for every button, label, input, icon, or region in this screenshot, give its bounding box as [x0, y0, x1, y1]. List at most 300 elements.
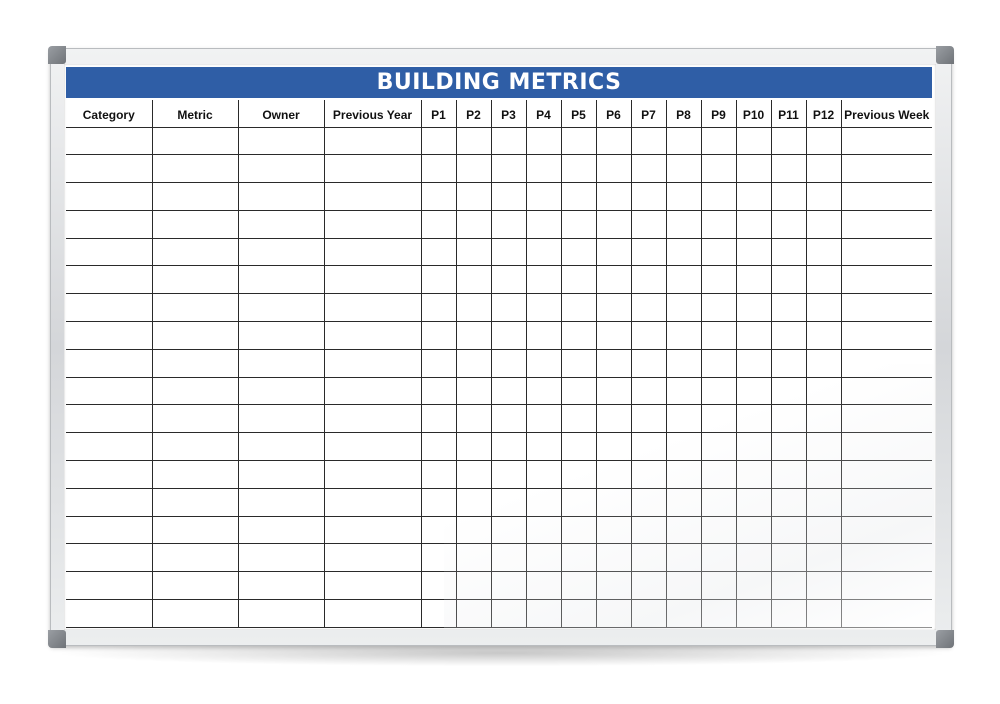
grid-cell[interactable] — [324, 572, 421, 600]
grid-cell[interactable] — [701, 155, 736, 183]
grid-cell[interactable] — [324, 183, 421, 211]
grid-cell[interactable] — [771, 405, 806, 433]
grid-cell[interactable] — [771, 127, 806, 155]
grid-cell[interactable] — [841, 155, 932, 183]
grid-cell[interactable] — [421, 349, 456, 377]
grid-cell[interactable] — [66, 600, 152, 628]
grid-cell[interactable] — [561, 294, 596, 322]
grid-cell[interactable] — [771, 488, 806, 516]
grid-cell[interactable] — [596, 572, 631, 600]
grid-cell[interactable] — [526, 488, 561, 516]
grid-cell[interactable] — [526, 461, 561, 489]
grid-cell[interactable] — [66, 183, 152, 211]
grid-cell[interactable] — [841, 266, 932, 294]
grid-cell[interactable] — [771, 461, 806, 489]
grid-cell[interactable] — [526, 294, 561, 322]
grid-cell[interactable] — [491, 488, 526, 516]
grid-cell[interactable] — [561, 238, 596, 266]
grid-cell[interactable] — [526, 405, 561, 433]
grid-cell[interactable] — [421, 488, 456, 516]
grid-cell[interactable] — [666, 405, 701, 433]
grid-cell[interactable] — [66, 544, 152, 572]
grid-cell[interactable] — [526, 544, 561, 572]
grid-cell[interactable] — [324, 461, 421, 489]
grid-cell[interactable] — [596, 266, 631, 294]
grid-cell[interactable] — [526, 238, 561, 266]
grid-cell[interactable] — [701, 238, 736, 266]
grid-cell[interactable] — [596, 210, 631, 238]
grid-cell[interactable] — [561, 349, 596, 377]
grid-cell[interactable] — [771, 155, 806, 183]
whiteboard-surface[interactable] — [64, 64, 936, 630]
grid-cell[interactable] — [66, 294, 152, 322]
grid-cell[interactable] — [526, 127, 561, 155]
grid-cell[interactable] — [421, 294, 456, 322]
grid-cell[interactable] — [421, 238, 456, 266]
grid-cell[interactable] — [596, 600, 631, 628]
grid-cell[interactable] — [66, 349, 152, 377]
grid-cell[interactable] — [561, 488, 596, 516]
grid-cell[interactable] — [771, 600, 806, 628]
grid-cell[interactable] — [152, 572, 238, 600]
grid-cell[interactable] — [771, 377, 806, 405]
grid-cell[interactable] — [491, 572, 526, 600]
grid-cell[interactable] — [324, 488, 421, 516]
grid-cell[interactable] — [771, 516, 806, 544]
grid-cell[interactable] — [66, 572, 152, 600]
grid-cell[interactable] — [806, 461, 841, 489]
grid-cell[interactable] — [841, 516, 932, 544]
grid-cell[interactable] — [456, 461, 491, 489]
grid-cell[interactable] — [666, 544, 701, 572]
grid-cell[interactable] — [596, 488, 631, 516]
grid-cell[interactable] — [806, 544, 841, 572]
grid-cell[interactable] — [561, 266, 596, 294]
grid-cell[interactable] — [152, 238, 238, 266]
grid-cell[interactable] — [736, 433, 771, 461]
grid-cell[interactable] — [324, 349, 421, 377]
grid-cell[interactable] — [238, 266, 324, 294]
grid-cell[interactable] — [701, 544, 736, 572]
grid-cell[interactable] — [736, 127, 771, 155]
grid-cell[interactable] — [238, 572, 324, 600]
grid-cell[interactable] — [736, 266, 771, 294]
grid-cell[interactable] — [561, 322, 596, 350]
grid-cell[interactable] — [152, 516, 238, 544]
grid-cell[interactable] — [421, 183, 456, 211]
grid-cell[interactable] — [456, 210, 491, 238]
grid-cell[interactable] — [631, 294, 666, 322]
grid-cell[interactable] — [736, 516, 771, 544]
grid-cell[interactable] — [666, 127, 701, 155]
grid-cell[interactable] — [596, 238, 631, 266]
grid-cell[interactable] — [526, 183, 561, 211]
grid-cell[interactable] — [771, 322, 806, 350]
grid-cell[interactable] — [666, 488, 701, 516]
grid-cell[interactable] — [152, 155, 238, 183]
grid-cell[interactable] — [806, 322, 841, 350]
grid-cell[interactable] — [526, 322, 561, 350]
grid-cell[interactable] — [491, 294, 526, 322]
grid-cell[interactable] — [596, 349, 631, 377]
grid-cell[interactable] — [456, 600, 491, 628]
grid-cell[interactable] — [631, 210, 666, 238]
grid-cell[interactable] — [421, 600, 456, 628]
grid-cell[interactable] — [421, 405, 456, 433]
grid-cell[interactable] — [238, 405, 324, 433]
grid-cell[interactable] — [238, 294, 324, 322]
grid-cell[interactable] — [561, 183, 596, 211]
grid-cell[interactable] — [701, 349, 736, 377]
grid-cell[interactable] — [806, 238, 841, 266]
grid-cell[interactable] — [456, 183, 491, 211]
grid-cell[interactable] — [631, 322, 666, 350]
grid-cell[interactable] — [324, 155, 421, 183]
grid-cell[interactable] — [806, 433, 841, 461]
grid-cell[interactable] — [806, 488, 841, 516]
grid-cell[interactable] — [666, 183, 701, 211]
grid-cell[interactable] — [324, 516, 421, 544]
grid-cell[interactable] — [631, 600, 666, 628]
grid-cell[interactable] — [491, 349, 526, 377]
grid-cell[interactable] — [152, 544, 238, 572]
grid-cell[interactable] — [66, 266, 152, 294]
grid-cell[interactable] — [66, 405, 152, 433]
grid-cell[interactable] — [491, 238, 526, 266]
grid-cell[interactable] — [491, 127, 526, 155]
grid-cell[interactable] — [526, 210, 561, 238]
grid-cell[interactable] — [526, 377, 561, 405]
grid-cell[interactable] — [456, 127, 491, 155]
grid-cell[interactable] — [596, 377, 631, 405]
grid-cell[interactable] — [491, 600, 526, 628]
grid-cell[interactable] — [421, 266, 456, 294]
grid-cell[interactable] — [701, 183, 736, 211]
grid-cell[interactable] — [324, 238, 421, 266]
grid-cell[interactable] — [631, 461, 666, 489]
grid-cell[interactable] — [841, 405, 932, 433]
grid-cell[interactable] — [596, 433, 631, 461]
grid-cell[interactable] — [456, 516, 491, 544]
grid-cell[interactable] — [66, 238, 152, 266]
grid-cell[interactable] — [238, 433, 324, 461]
grid-cell[interactable] — [238, 600, 324, 628]
grid-cell[interactable] — [152, 183, 238, 211]
grid-cell[interactable] — [152, 349, 238, 377]
grid-cell[interactable] — [701, 266, 736, 294]
grid-cell[interactable] — [701, 600, 736, 628]
grid-cell[interactable] — [631, 572, 666, 600]
grid-cell[interactable] — [771, 238, 806, 266]
grid-cell[interactable] — [841, 294, 932, 322]
grid-cell[interactable] — [666, 294, 701, 322]
grid-cell[interactable] — [561, 600, 596, 628]
grid-cell[interactable] — [736, 600, 771, 628]
grid-cell[interactable] — [666, 210, 701, 238]
grid-cell[interactable] — [238, 322, 324, 350]
grid-cell[interactable] — [152, 322, 238, 350]
grid-cell[interactable] — [456, 377, 491, 405]
grid-cell[interactable] — [666, 516, 701, 544]
grid-cell[interactable] — [841, 349, 932, 377]
grid-cell[interactable] — [631, 405, 666, 433]
grid-cell[interactable] — [421, 377, 456, 405]
grid-cell[interactable] — [421, 127, 456, 155]
grid-cell[interactable] — [666, 155, 701, 183]
grid-cell[interactable] — [631, 488, 666, 516]
grid-cell[interactable] — [238, 544, 324, 572]
grid-cell[interactable] — [526, 349, 561, 377]
grid-cell[interactable] — [841, 238, 932, 266]
grid-cell[interactable] — [238, 210, 324, 238]
grid-cell[interactable] — [456, 349, 491, 377]
grid-cell[interactable] — [596, 544, 631, 572]
grid-cell[interactable] — [152, 600, 238, 628]
grid-cell[interactable] — [238, 238, 324, 266]
grid-cell[interactable] — [66, 155, 152, 183]
grid-cell[interactable] — [456, 155, 491, 183]
grid-cell[interactable] — [631, 433, 666, 461]
grid-cell[interactable] — [324, 600, 421, 628]
grid-cell[interactable] — [806, 572, 841, 600]
grid-cell[interactable] — [736, 488, 771, 516]
grid-cell[interactable] — [324, 377, 421, 405]
grid-cell[interactable] — [841, 210, 932, 238]
grid-cell[interactable] — [736, 183, 771, 211]
grid-cell[interactable] — [152, 294, 238, 322]
grid-cell[interactable] — [631, 238, 666, 266]
grid-cell[interactable] — [736, 349, 771, 377]
grid-cell[interactable] — [491, 210, 526, 238]
grid-cell[interactable] — [701, 322, 736, 350]
grid-cell[interactable] — [421, 544, 456, 572]
grid-cell[interactable] — [596, 127, 631, 155]
grid-cell[interactable] — [491, 461, 526, 489]
grid-cell[interactable] — [456, 405, 491, 433]
grid-cell[interactable] — [456, 488, 491, 516]
grid-cell[interactable] — [66, 210, 152, 238]
grid-cell[interactable] — [771, 210, 806, 238]
grid-cell[interactable] — [806, 294, 841, 322]
grid-cell[interactable] — [526, 516, 561, 544]
grid-cell[interactable] — [421, 322, 456, 350]
grid-cell[interactable] — [596, 516, 631, 544]
grid-cell[interactable] — [152, 377, 238, 405]
grid-cell[interactable] — [666, 238, 701, 266]
grid-cell[interactable] — [736, 210, 771, 238]
grid-cell[interactable] — [701, 488, 736, 516]
grid-cell[interactable] — [238, 127, 324, 155]
grid-cell[interactable] — [841, 544, 932, 572]
grid-cell[interactable] — [806, 183, 841, 211]
grid-cell[interactable] — [561, 516, 596, 544]
grid-cell[interactable] — [66, 377, 152, 405]
grid-cell[interactable] — [324, 405, 421, 433]
grid-cell[interactable] — [841, 127, 932, 155]
grid-cell[interactable] — [561, 377, 596, 405]
grid-cell[interactable] — [491, 155, 526, 183]
grid-cell[interactable] — [491, 433, 526, 461]
grid-cell[interactable] — [561, 405, 596, 433]
grid-cell[interactable] — [806, 405, 841, 433]
grid-cell[interactable] — [631, 127, 666, 155]
grid-cell[interactable] — [152, 433, 238, 461]
grid-cell[interactable] — [238, 377, 324, 405]
grid-cell[interactable] — [666, 322, 701, 350]
grid-cell[interactable] — [66, 127, 152, 155]
grid-cell[interactable] — [421, 433, 456, 461]
grid-cell[interactable] — [526, 572, 561, 600]
grid-cell[interactable] — [561, 127, 596, 155]
grid-cell[interactable] — [491, 516, 526, 544]
grid-cell[interactable] — [66, 516, 152, 544]
grid-cell[interactable] — [841, 600, 932, 628]
grid-cell[interactable] — [324, 127, 421, 155]
grid-cell[interactable] — [561, 433, 596, 461]
grid-cell[interactable] — [736, 155, 771, 183]
grid-cell[interactable] — [841, 461, 932, 489]
grid-cell[interactable] — [736, 461, 771, 489]
grid-cell[interactable] — [596, 155, 631, 183]
grid-cell[interactable] — [238, 349, 324, 377]
grid-cell[interactable] — [631, 516, 666, 544]
grid-cell[interactable] — [152, 127, 238, 155]
grid-cell[interactable] — [66, 322, 152, 350]
grid-cell[interactable] — [491, 405, 526, 433]
grid-cell[interactable] — [238, 488, 324, 516]
grid-cell[interactable] — [456, 433, 491, 461]
grid-cell[interactable] — [701, 127, 736, 155]
grid-cell[interactable] — [806, 210, 841, 238]
grid-cell[interactable] — [631, 155, 666, 183]
grid-cell[interactable] — [631, 183, 666, 211]
grid-cell[interactable] — [238, 183, 324, 211]
grid-cell[interactable] — [736, 405, 771, 433]
grid-cell[interactable] — [66, 461, 152, 489]
grid-cell[interactable] — [152, 405, 238, 433]
grid-cell[interactable] — [456, 266, 491, 294]
grid-cell[interactable] — [701, 210, 736, 238]
grid-cell[interactable] — [666, 349, 701, 377]
grid-cell[interactable] — [806, 377, 841, 405]
grid-cell[interactable] — [701, 377, 736, 405]
grid-cell[interactable] — [324, 544, 421, 572]
grid-cell[interactable] — [666, 266, 701, 294]
grid-cell[interactable] — [736, 572, 771, 600]
grid-cell[interactable] — [152, 210, 238, 238]
grid-cell[interactable] — [152, 488, 238, 516]
grid-cell[interactable] — [666, 461, 701, 489]
grid-cell[interactable] — [701, 405, 736, 433]
grid-cell[interactable] — [421, 516, 456, 544]
grid-cell[interactable] — [596, 405, 631, 433]
grid-cell[interactable] — [631, 544, 666, 572]
grid-cell[interactable] — [771, 544, 806, 572]
grid-cell[interactable] — [771, 266, 806, 294]
grid-cell[interactable] — [456, 572, 491, 600]
grid-cell[interactable] — [491, 266, 526, 294]
grid-cell[interactable] — [631, 266, 666, 294]
grid-cell[interactable] — [806, 516, 841, 544]
grid-cell[interactable] — [526, 266, 561, 294]
grid-cell[interactable] — [666, 433, 701, 461]
grid-cell[interactable] — [806, 266, 841, 294]
grid-cell[interactable] — [736, 544, 771, 572]
grid-cell[interactable] — [491, 183, 526, 211]
grid-cell[interactable] — [526, 433, 561, 461]
grid-cell[interactable] — [421, 155, 456, 183]
grid-cell[interactable] — [806, 155, 841, 183]
grid-cell[interactable] — [841, 572, 932, 600]
grid-cell[interactable] — [456, 238, 491, 266]
grid-cell[interactable] — [324, 322, 421, 350]
grid-cell[interactable] — [238, 516, 324, 544]
grid-cell[interactable] — [841, 433, 932, 461]
grid-cell[interactable] — [841, 488, 932, 516]
grid-cell[interactable] — [771, 183, 806, 211]
grid-cell[interactable] — [806, 127, 841, 155]
grid-cell[interactable] — [66, 488, 152, 516]
grid-cell[interactable] — [841, 183, 932, 211]
grid-cell[interactable] — [701, 294, 736, 322]
grid-cell[interactable] — [66, 433, 152, 461]
grid-cell[interactable] — [771, 433, 806, 461]
grid-cell[interactable] — [841, 377, 932, 405]
grid-cell[interactable] — [771, 294, 806, 322]
grid-cell[interactable] — [666, 600, 701, 628]
grid-cell[interactable] — [631, 377, 666, 405]
grid-cell[interactable] — [701, 516, 736, 544]
grid-cell[interactable] — [238, 461, 324, 489]
grid-cell[interactable] — [152, 461, 238, 489]
grid-cell[interactable] — [421, 572, 456, 600]
grid-cell[interactable] — [701, 572, 736, 600]
grid-cell[interactable] — [152, 266, 238, 294]
grid-cell[interactable] — [324, 266, 421, 294]
grid-cell[interactable] — [701, 461, 736, 489]
grid-cell[interactable] — [456, 294, 491, 322]
grid-cell[interactable] — [806, 349, 841, 377]
grid-cell[interactable] — [421, 461, 456, 489]
grid-cell[interactable] — [324, 433, 421, 461]
grid-cell[interactable] — [456, 544, 491, 572]
grid-cell[interactable] — [561, 572, 596, 600]
grid-cell[interactable] — [596, 461, 631, 489]
grid-cell[interactable] — [491, 377, 526, 405]
grid-cell[interactable] — [324, 294, 421, 322]
grid-cell[interactable] — [771, 349, 806, 377]
grid-cell[interactable] — [526, 155, 561, 183]
grid-cell[interactable] — [736, 322, 771, 350]
grid-cell[interactable] — [491, 544, 526, 572]
grid-cell[interactable] — [596, 322, 631, 350]
grid-cell[interactable] — [841, 322, 932, 350]
grid-cell[interactable] — [324, 210, 421, 238]
grid-cell[interactable] — [736, 238, 771, 266]
grid-cell[interactable] — [596, 183, 631, 211]
grid-cell[interactable] — [736, 294, 771, 322]
grid-cell[interactable] — [806, 600, 841, 628]
grid-cell[interactable] — [736, 377, 771, 405]
grid-cell[interactable] — [561, 210, 596, 238]
grid-cell[interactable] — [526, 600, 561, 628]
grid-cell[interactable] — [701, 433, 736, 461]
grid-cell[interactable] — [421, 210, 456, 238]
grid-cell[interactable] — [666, 572, 701, 600]
grid-cell[interactable] — [491, 322, 526, 350]
grid-cell[interactable] — [771, 572, 806, 600]
grid-cell[interactable] — [561, 461, 596, 489]
